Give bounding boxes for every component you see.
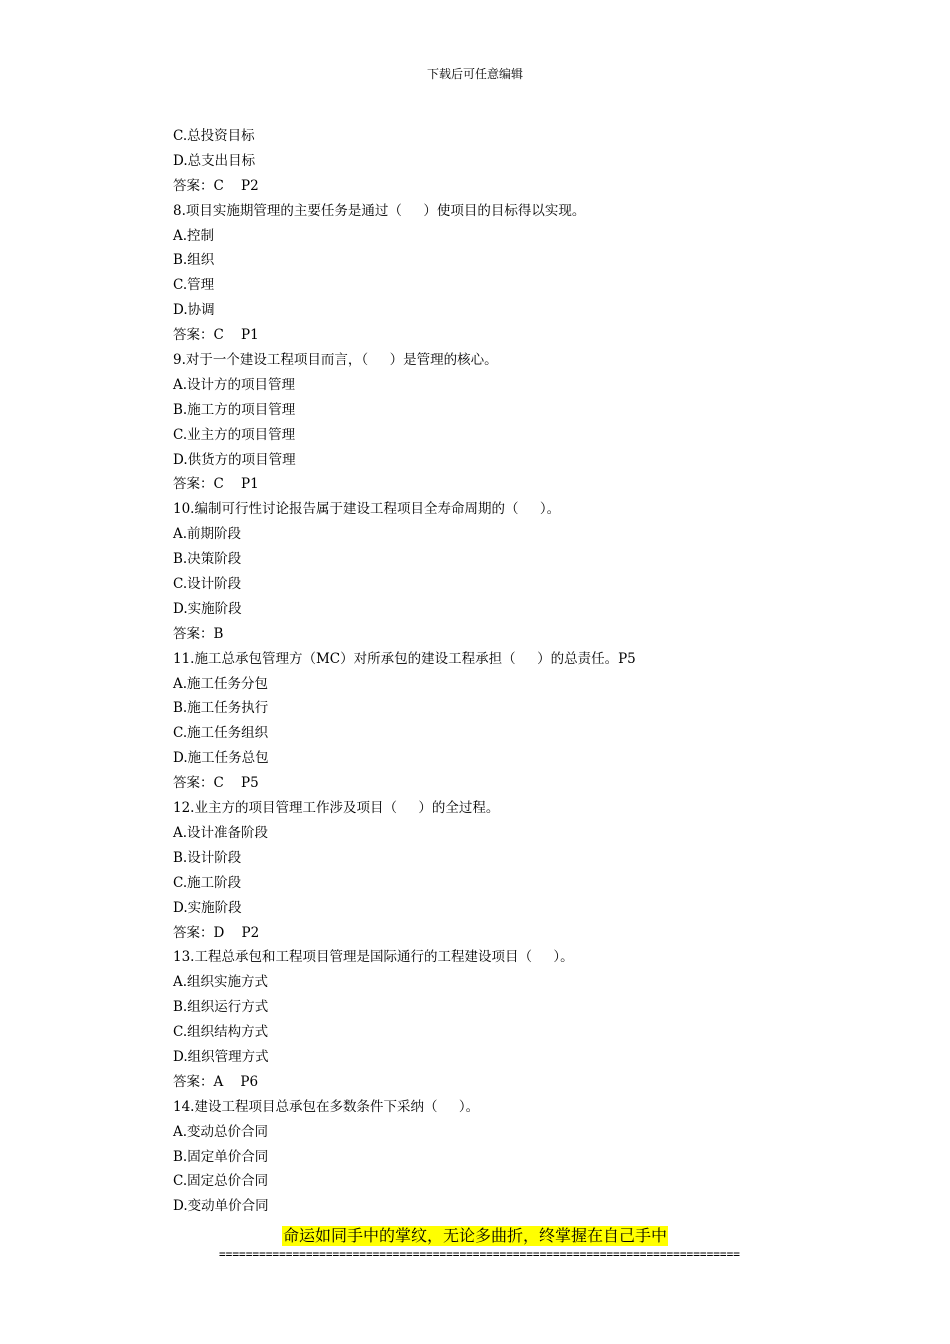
answer-line: 答案：C P1 xyxy=(173,476,259,493)
option-line: C.设计阶段 xyxy=(173,576,242,593)
question-line: 8.项目实施期管理的主要任务是通过（ ）使项目的目标得以实现。 xyxy=(173,202,586,219)
option-line: D.变动单价合同 xyxy=(173,1198,269,1215)
option-line: B.组织 xyxy=(173,252,215,269)
answer-line: 答案：C P2 xyxy=(173,177,259,194)
answer-line: 答案：C P5 xyxy=(173,775,259,792)
option-line: B.组织运行方式 xyxy=(173,999,269,1016)
option-line: D.组织管理方式 xyxy=(173,1048,269,1065)
option-line: C.业主方的项目管理 xyxy=(173,426,296,443)
answer-line: 答案：B xyxy=(173,625,224,642)
option-line: C.管理 xyxy=(173,277,215,294)
answer-line: 答案：D P2 xyxy=(173,924,260,941)
option-line: C.组织结构方式 xyxy=(173,1024,269,1041)
text-line: D.总支出目标 xyxy=(173,152,256,169)
document-body xyxy=(173,124,873,1219)
question-line: 14.建设工程项目总承包在多数条件下采纳（ ）。 xyxy=(173,1098,480,1115)
option-line: A.前期阶段 xyxy=(173,526,242,543)
question-line: 11.施工总承包管理方（MC）对所承包的建设工程承担（ ）的总责任。P5 xyxy=(173,650,636,667)
option-line: C.施工阶段 xyxy=(173,874,242,891)
option-line: A.控制 xyxy=(173,227,215,244)
option-line: A.设计准备阶段 xyxy=(173,824,269,841)
option-line: A.设计方的项目管理 xyxy=(173,376,296,393)
option-line: C.施工任务组织 xyxy=(173,725,269,742)
option-line: D.协调 xyxy=(173,302,215,319)
option-line: B.设计阶段 xyxy=(173,849,242,866)
question-line: 9.对于一个建设工程项目而言，（ ）是管理的核心。 xyxy=(173,352,498,369)
option-line: D.施工任务总包 xyxy=(173,750,269,767)
option-line: D.供货方的项目管理 xyxy=(173,451,296,468)
page-footer xyxy=(0,1226,950,1246)
option-line: C.固定总价合同 xyxy=(173,1173,269,1190)
option-line: B.施工任务执行 xyxy=(173,700,269,717)
question-line: 12.业主方的项目管理工作涉及项目（ ）的全过程。 xyxy=(173,800,500,817)
option-line: A.组织实施方式 xyxy=(173,974,269,991)
text-line: C.总投资目标 xyxy=(173,128,255,144)
footer-rule: ============================================================================== xyxy=(219,1248,740,1261)
question-line: 13.工程总承包和工程项目管理是国际通行的工程建设项目（ ）。 xyxy=(173,949,574,966)
question-line: 10.编制可行性讨论报告属于建设工程项目全寿命周期的（ ）。 xyxy=(173,501,561,518)
option-line: D.实施阶段 xyxy=(173,600,242,617)
option-line: D.实施阶段 xyxy=(173,899,242,916)
option-line: A.变动总价合同 xyxy=(173,1123,269,1140)
answer-line: 答案：C P1 xyxy=(173,327,259,344)
option-line: B.施工方的项目管理 xyxy=(173,401,296,418)
answer-line: 答案：A P6 xyxy=(173,1073,259,1090)
option-line: B.固定单价合同 xyxy=(173,1148,269,1165)
page-header: 下载后可任意编辑 xyxy=(426,67,523,81)
footer-motto: 命运如同手中的掌纹，无论多曲折，终掌握在自己手中 xyxy=(282,1226,667,1245)
option-line: A.施工任务分包 xyxy=(173,675,269,692)
option-line: B.决策阶段 xyxy=(173,551,242,568)
